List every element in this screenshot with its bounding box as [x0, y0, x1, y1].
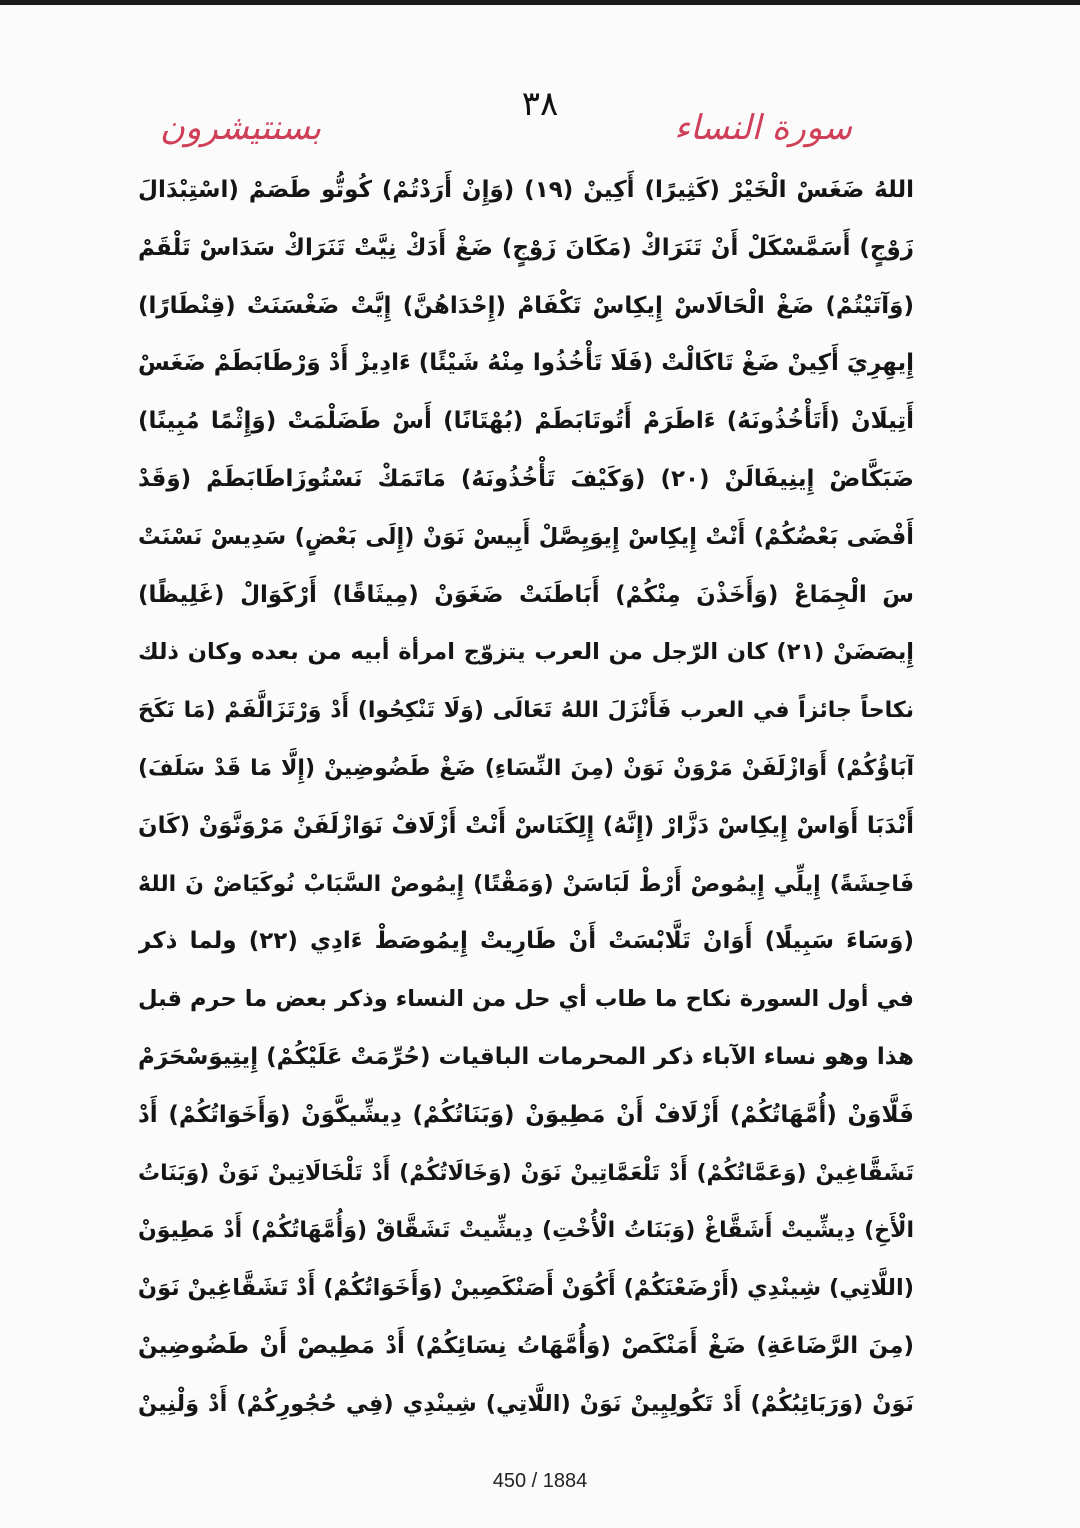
text-line: إِيصَضَنْ (٢١) كان الرّجل من العرب يتزوّج امرأة أبيه من بعده وكان ذلك [138, 639, 914, 666]
page-number: ٣٨ [521, 84, 559, 124]
text-line: (وَآتَيْتُمْ) ضَغْ الْحَالَاسْ إِيكِاسْ تَكْفَامْ (إِحْدَاهُنَّ) إِيَّتْ ضَغْسَنَتْ (قِنْطَارًا) [138, 292, 914, 319]
text-line: فَاحِشَةً) إِيلِّي إِيمُوصْ أَرْطْ لَبَاسَنْ (وَمَقْتًا) إِيمُوصْ السَّبَابْ نُوكَيَاضْ نَ اللهْ [138, 871, 914, 897]
text-line: إِيهِرِيَ أَكِينْ ضَغْ تَاكَالْتْ (فَلَا تَأْخُذُوا مِنْهُ شَيْئًا) ءَادِيزْ أَدْ وَرْطَابَطَمْ ضَغَسْ [138, 350, 914, 377]
text-line: اللهُ ضَغَسْ الْخَيْرْ (كَثِيرًا) أَكِينْ (١٩) (وَإِنْ أَرَدْتُمْ) كُوتُّو طَصَمْ (اسْتِبْدَالَ [138, 177, 914, 203]
text-line: أَنْدَبَا أَوَاسْ إِيكِاسْ دَزَّارْ (إِنَّهُ) إِلِكَنَاسْ أَنْتْ أَزْلَافْ نَوَازْلَفَنْ مَرْوَنَّوَنْ (كَانَ [138, 812, 914, 839]
body-text [138, 162, 914, 1434]
text-line: هذا وهو نساء الآباء ذكر المحرمات الباقيات (حُرِّمَتْ عَلَيْكُمْ) إِيتِيوَسْحَرَمْ [138, 1043, 914, 1070]
text-line: آبَاؤُكُمْ) أَوَازْلَفَنْ مَرْوَنْ نَوَنْ (مِنَ النِّسَاءِ) ضَغْ طَضُوضِينْ (إِلَّا مَا قَدْ سَلَفَ) [138, 755, 914, 781]
text-line: تَشَقَّاغِينْ (وَعَمَّاتُكُمْ) أَدْ تَلْعَمَّاتِينْ نَوَنْ (وَخَالَاتُكُمْ) أَدْ تَلْخَالَاتِينْ نَوَنْ (وَبَنَاتُ [138, 1160, 914, 1186]
margin-note-surah-title: سورة النساء [674, 108, 852, 148]
text-line: زَوْجٍ) أَسَمَّسْكَلْ أَنْ تَنَرَاكْ (مَكَانَ زَوْجٍ) ضَغْ أَدَكْ نِيَّتْ تَنَرَاكْ سَدَاسْ تَلْقَمْ [138, 234, 914, 261]
text-line: في أول السورة نكاح ما طاب أي حل من النساء وذكر بعض ما حرم قبل [138, 986, 914, 1013]
text-line: فَلَّاوَنْ (أُمَّهَاتُكُمْ) أَزْلَافْ أَنْ مَطِيوَنْ (وَبَنَاتُكُمْ) دِيشِّيكَّوَنْ (وَأَخَوَاتُكُمْ) أَدْ [138, 1101, 914, 1128]
text-line: نكاحاً جائزاً في العرب فَأَنْزَلَ اللهُ تَعَالَى (وَلَا تَنْكِحُوا) أَدْ وَرْتَزَالَّفَمْ (مَا نَكَحَ [138, 698, 914, 724]
text-line: أَتِيلَانْ (أَتَأْخُذُونَهُ) ءَاطَرَمْ أَتُوتَابَطَمْ (بُهْتَانًا) أَسْ طَضَلْمَتْ (وَإِثْمًا مُبِينًا) [138, 408, 914, 435]
page-counter: 450 / 1884 [492, 1470, 588, 1492]
scan-top-edge [0, 0, 1080, 5]
margin-note-left: بسنتيشرون [160, 108, 322, 148]
text-line: سَ الْجِمَاعْ (وَأَخَذْنَ مِنْكُمْ) أَبَاطَنَتْ ضَغَوَنْ (مِيثَاقًا) أَرْكَوَالْ (غَلِيظًا) [138, 581, 914, 608]
text-line: ضَبَكَّاضْ إِينِيفَالَنْ (٢٠) (وَكَيْفَ تَأْخُذُونَهُ) مَاتَمَكْ نَسْتُوزَاطَابَطَمْ (وَقَدْ [138, 465, 914, 492]
text-line: أَفْضَى بَعْضُكُمْ) أَنْتْ إِيكِاسْ إِيوَيِصَّلْ أَبِيسْ نَوَنْ (إِلَى بَعْضٍ) سَدِيسْ نَسْنَتْ [138, 523, 914, 550]
text-line: الْأَخِ) دِيشِّيتْ أَشَقَّاغْ (وَبَنَاتُ الْأُخْتِ) دِيشِّيتْ تَشَقَّاقْ (وَأُمَّهَاتُكُمْ) أَدْ مَطِيوَنْ [138, 1218, 914, 1244]
text-line: نَوَنْ (وَرَبَائِبُكُمْ) أَدْ تَكُولِيِينْ نَوَنْ (اللَّاتِي) شِينْدِي (فِي حُجُورِكُمْ) أَدْ وَلْنِينْ [138, 1390, 914, 1417]
text-line: (مِنَ الرَّضَاعَةِ) ضَغْ أَمَنْكَصْ (وَأُمَّهَاتُ نِسَائِكُمْ) أَدْ مَطِيصْ أَنْ طَضُوضِينْ [138, 1332, 914, 1359]
text-line: (وَسَاءَ سَبِيلًا) أَوَانْ تَلَّابْسَتْ أَنْ طَارِيتْ إِيمُوصَطْ ءَادِي (٢٢) ولما ذكر [138, 928, 914, 955]
text-line: (اللَّاتِي) شِينْدِي (أَرْضَعْنَكُمْ) أَكُوَنْ أَصَنْكَصِينْ (وَأَخَوَاتُكُمْ) أَدْ تَشَقَّاغِينْ نَوَنْ [138, 1275, 914, 1302]
